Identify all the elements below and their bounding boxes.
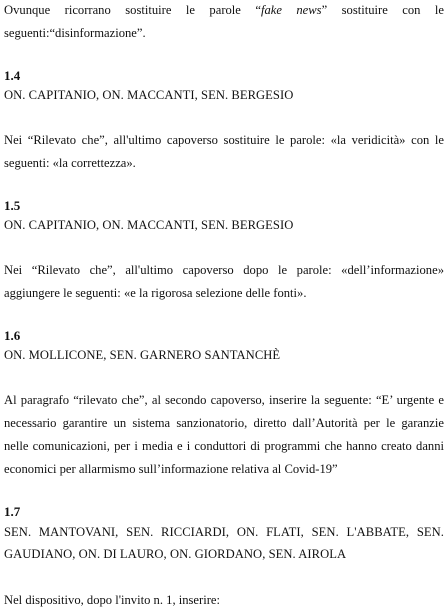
section-text: Nel dispositivo, dopo l'invito n. 1, inserire: [4, 593, 221, 607]
section-number: 1.4 [4, 68, 21, 83]
section-signatories: ON. CAPITANIO, ON. MACCANTI, SEN. BERGESIO [4, 218, 294, 232]
section-signatories: SEN. MANTOVANI, SEN. RICCIARDI, ON. FLATI, SEN. L'ABBATE, SEN. GAUDIANO, ON. DI LAURO, ON. GIORDANO, SEN. AIROLA [4, 525, 444, 561]
intro-text-after: ” sostituire con le seguenti:“disinformazione”. [4, 3, 444, 40]
section-signatories: ON. MOLLICONE, SEN. GARNERO SANTANCHÈ [4, 348, 281, 362]
section-number: 1.5 [4, 198, 21, 213]
section-signatories: ON. CAPITANIO, ON. MACCANTI, SEN. BERGESIO [4, 88, 294, 102]
intro-text-before: Ovunque ricorrano sostituire le parole “ [4, 3, 261, 17]
section-text: Nei “Rilevato che”, all'ultimo capoverso sostituire le parole: «la veridicità» con le seguenti: «la correttezza». [4, 133, 444, 170]
intro-italic-term: fake news [260, 3, 322, 17]
intro-paragraph [4, 0, 444, 45]
section-number: 1.6 [4, 328, 21, 343]
document-page [4, 0, 444, 612]
section-text: Nei “Rilevato che”, all'ultimo capoverso dopo le parole: «dell’informazione» aggiungere le seguenti: «e la rigorosa selezione delle fonti». [4, 263, 444, 300]
section-number: 1.7 [4, 504, 21, 519]
section-text: Al paragrafo “rilevato che”, al secondo capoverso, inserire la seguente: “E’ urgente e necessario garantire un sistema sanzionatorio, diretto dall’Autorità per le garanzie nelle comunicazioni, per i media e i conduttori di programmi che hanno creato danni economici per allarmismo sull’informazione relativa al Covid-19” [4, 393, 444, 476]
